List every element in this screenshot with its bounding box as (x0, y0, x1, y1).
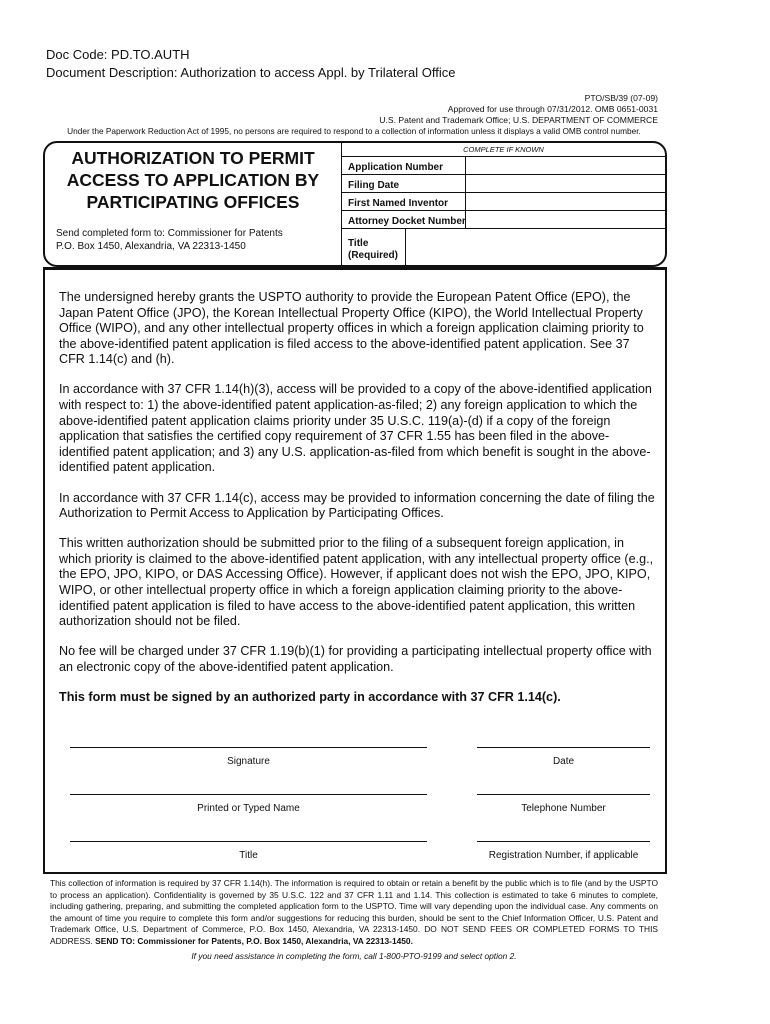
application-number-field[interactable] (342, 157, 665, 175)
assistance-note: If you need assistance in completing the form, call 1-800-PTO-9199 and select option 2. (191, 951, 517, 961)
burden-text: This collection of information is required by 37 CFR 1.14(h). The information is required to obtain or retain a benefit by the public which is to file (and by the USPTO to process an application). Confidentiality is governed by 35 U.S.C. 122 and 37 CFR 1.11 and 1.14. This collection is estimated to take 6 minutes to complete, including gathering, preparing, and submitting the completed application form to the USPTO. Time will vary depending upon the individual case. Any comments on the amount of time you require to complete this form and/or suggestions for reducing this burden, should be sent to the Chief Information Officer, U.S. Patent and Trademark Office, U.S. Department of Commerce, P.O. Box 1450, Alexandria, VA 22313-1450. DO NOT SEND FEES OR COMPLETED FORMS TO THIS ADDRESS. (50, 878, 658, 946)
title-panel (45, 143, 342, 265)
agency: U.S. Patent and Trademark Office; U.S. DEPARTMENT OF COMMERCE (379, 115, 658, 125)
signature-notice: This form must be signed by an authorized party in accordance with 37 CFR 1.14(c). (59, 689, 561, 704)
first-named-inventor-field[interactable] (342, 193, 665, 211)
send-to-line: Send completed form to: Commissioner for Patents (56, 228, 283, 239)
title-signer-field[interactable] (70, 841, 427, 861)
form-number: PTO/SB/39 (07-09) (584, 93, 658, 103)
required-label: (Required) (348, 250, 398, 261)
paragraph: In accordance with 37 CFR 1.14(c), access may be provided to information concerning the date of filing the Authorization to Permit Access to Application by Participating Offices. (59, 490, 655, 521)
title-line: AUTHORIZATION TO PERMIT (71, 148, 315, 168)
field-label: Title (239, 850, 258, 861)
field-label: Printed or Typed Name (197, 803, 300, 814)
field-label: Attorney Docket Number (348, 216, 466, 227)
send-to-line: P.O. Box 1450, Alexandria, VA 22313-1450 (56, 241, 246, 252)
signature-field[interactable] (70, 747, 427, 767)
telephone-field[interactable] (477, 794, 650, 814)
send-to-address: SEND TO: Commissioner for Patents, P.O. Box 1450, Alexandria, VA 22313-1450. (95, 935, 413, 946)
send-to (56, 227, 283, 253)
field-label: Registration Number, if applicable (488, 850, 639, 861)
paragraph: The undersigned hereby grants the USPTO authority to provide the European Patent Office (EPO), the Japan Patent Office (JPO), the Korean Intellectual Property Office (KIPO), the World Intellectual Property Office (WIPO), and any other intellectual property offices in which a foreign application claiming priority to the above-identified patent application is filed access to the above-identified patent application. See 37 CFR 1.14(c) and (h). (59, 290, 644, 367)
field-label: Application Number (348, 162, 444, 173)
field-label: Signature (227, 756, 270, 767)
omb-approval: Approved for use through 07/31/2012. OMB 0651-0031 (447, 104, 658, 114)
field-label: First Named Inventor (348, 198, 449, 209)
application-info-table (342, 143, 665, 265)
title-line: ACCESS TO APPLICATION BY (66, 170, 320, 190)
paragraph: No fee will be charged under 37 CFR 1.19(b)(1) for providing a participating intellectual property office with an electronic copy of the above-identified patent application. (59, 644, 652, 674)
paragraph: This written authorization should be submitted prior to the filing of a subsequent foreign application, in which priority is claimed to the above-identified patent application, with any intellectual property office (e.g., the EPO, JPO, KIPO, or DAS Accessing Office). However, if applicant does not wish the EPO, JPO, KIPO, WIPO, or other intellectual property office in which a foreign application claiming priority to the above-identified patent application is filed to have access to the above-identified patent application, this written authorization should not be filed. (59, 536, 654, 629)
authorization-body (43, 267, 667, 874)
paperwork-notice: Under the Paperwork Reduction Act of 1995, no persons are required to respond to a collection of information unless it displays a valid OMB control number. (67, 126, 641, 136)
doc-header (46, 46, 455, 82)
field-label: Filing Date (348, 180, 400, 191)
attorney-docket-field[interactable] (342, 211, 665, 229)
field-label: Title (348, 238, 369, 249)
doc-description: Document Description: Authorization to access Appl. by Trilateral Office (46, 65, 456, 80)
field-label: Date (552, 756, 575, 767)
filing-date-field[interactable] (342, 175, 665, 193)
complete-if-known: COMPLETE IF KNOWN (463, 145, 544, 154)
form-title (45, 147, 341, 213)
form-header (379, 93, 658, 126)
field-label: Telephone Number (521, 803, 606, 814)
date-field[interactable] (477, 747, 650, 767)
doc-code: Doc Code: PD.TO.AUTH (46, 47, 190, 62)
printed-name-field[interactable] (70, 794, 427, 814)
header-box (43, 141, 667, 267)
title-line: PARTICIPATING OFFICES (86, 192, 300, 212)
title-field[interactable] (342, 229, 665, 265)
paragraph: In accordance with 37 CFR 1.14(h)(3), access will be provided to a copy of the above-identified application with respect to: 1) the above-identified patent application-as-filed; 2) any foreign application to which the above-identified patent application claims priority under 35 U.S.C. 119(a)-(d) if a copy of the foreign application that satisfies the certified copy requirement of 37 CFR 1.55 has been filed in the above-identified patent application; and 3) any U.S. application-as-filed from which benefit is sought in the above-identified patent application. (59, 382, 652, 475)
burden-statement (50, 878, 658, 947)
registration-number-field[interactable] (477, 841, 650, 861)
